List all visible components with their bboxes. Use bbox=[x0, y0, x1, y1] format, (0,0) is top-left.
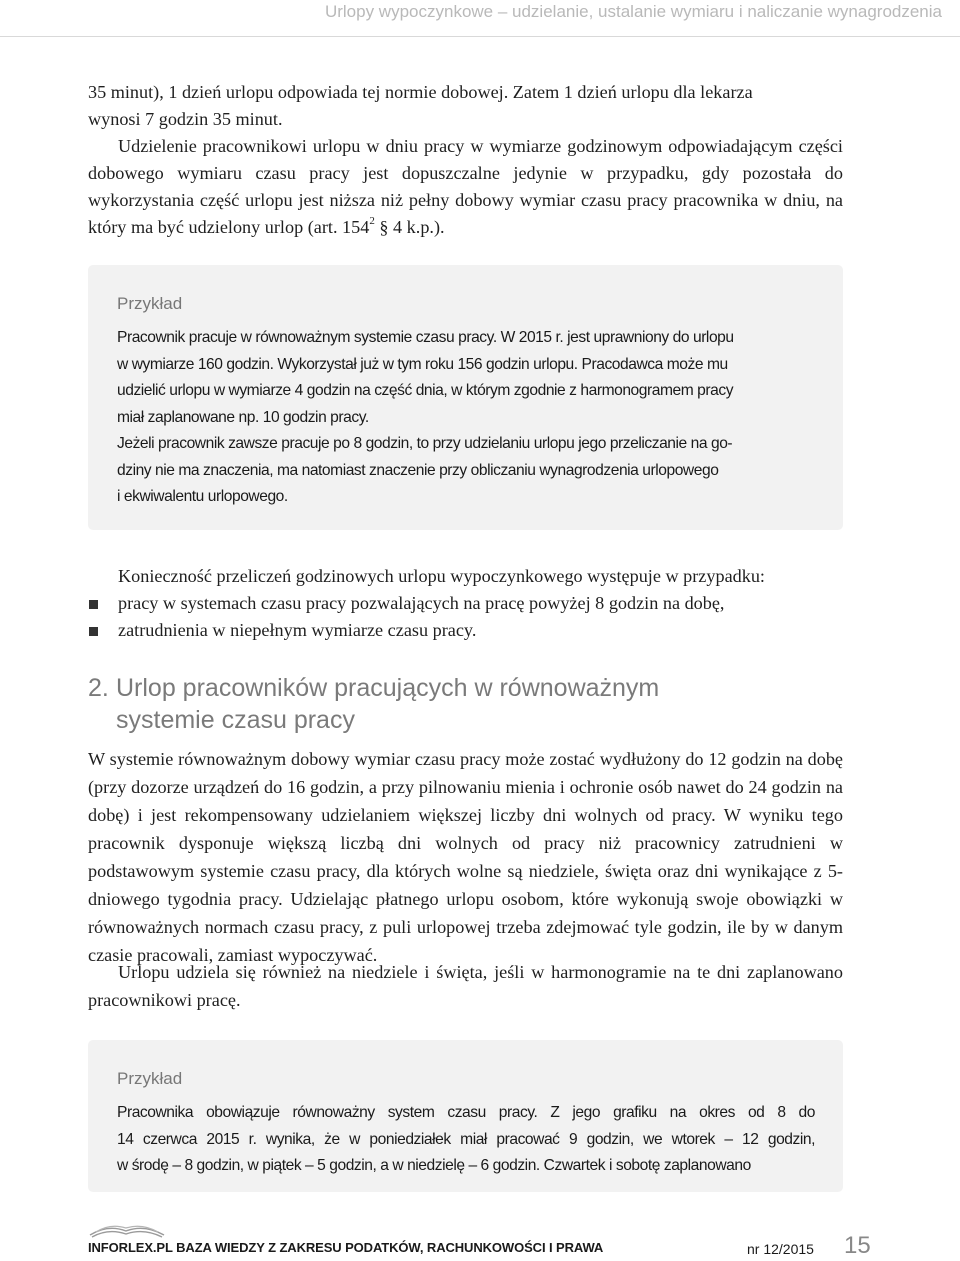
section-2-paragraph-2 bbox=[88, 958, 843, 1014]
intro-p2-text: Udzielenie pracownikowi urlopu w dniu pracy w wymiarze godzinowym odpowiadającym części dobowego wymiaru czasu pracy jest dopuszczalne jedynie w przypadku, gdy pozostała do wykorzystania część urlopu jest niższa niż pełny dobowy wymiar czasu pracy pracownika w dniu, na który ma być udzielony urlop (art. 154 bbox=[88, 136, 843, 237]
section-heading bbox=[88, 672, 828, 736]
page-number: 15 bbox=[844, 1232, 871, 1259]
section-2-paragraph-1 bbox=[88, 745, 843, 969]
section-2-p1-text: W systemie równoważnym dobowy wymiar czasu pracy może zostać wydłużony do 12 godzin na dobę (przy dozorze urządzeń do 16 godzin, a przy pilnowaniu mienia i ochronie osób nawet do 24 godzin na dobę) i jest rekompensowany udzielaniem większej liczby dni wolnych od pracy. W wyniku tego pracownik dysponuje większą liczbą dni wolnych od pracy niż pracownicy zatrudnieni w podstawowym systemie czasu pracy, dla których wolne są niedziele, święta oraz dni wynikające z 5-dniowego tygodnia pracy. Udzielając płatnego urlopu osobom, które wykonują swoje obowiązki w równoważnych normach czasu pracy, z puli urlopowej trzeba zdejmować tyle godzin, ile by w danym czasie pracowali, zamiast wypoczywać. bbox=[88, 749, 843, 965]
footer-issue-number: nr 12/2015 bbox=[747, 1241, 814, 1257]
page-header bbox=[0, 0, 960, 37]
example-1-title: Przykład bbox=[117, 294, 183, 313]
example-2-line-1: Pracownika obowiązuje równoważny system czasu pracy. Z jego grafiku na okres od 8 do bbox=[117, 1104, 815, 1121]
section-2-p2-text: Urlopu udziela się również na niedziele i święta, jeśli w harmonogramie na te dni zaplanowano pracownikowi pracę. bbox=[88, 962, 843, 1010]
running-header-title: Urlopy wypoczynkowe – udzielanie, ustalanie wymiaru i naliczanie wynagrodzenia bbox=[324, 2, 942, 21]
section-title-line-1: Urlop pracowników pracujących w równoważnym bbox=[116, 674, 660, 702]
example-1-line-2: w wymiarze 160 godzin. Wykorzystał już w tym roku 156 godzin urlopu. Pracodawca może mu bbox=[117, 355, 728, 373]
footer-publication-name: INFORLEX.PL BAZA WIEDZY Z ZAKRESU PODATKÓW, RACHUNKOWOŚCI I PRAWA bbox=[88, 1240, 604, 1255]
intro-p1-line2: wynosi 7 godzin 35 minut. bbox=[88, 109, 283, 129]
intro-paragraph-2 bbox=[88, 133, 843, 241]
list-item-text: zatrudnienia w niepełnym wymiarze czasu pracy. bbox=[118, 620, 477, 640]
intro-p2-end: § 4 k.p.). bbox=[374, 217, 445, 237]
list-item bbox=[88, 617, 724, 644]
example-1-line-7: i ekwiwalentu urlopowego. bbox=[117, 488, 288, 505]
list-item-text: pracy w systemach czasu pracy pozwalających na pracę powyżej 8 godzin na dobę, bbox=[118, 593, 725, 613]
list-intro: Konieczność przeliczeń godzinowych urlopu wypoczynkowego występuje w przypadku: bbox=[118, 566, 765, 586]
square-bullet-icon bbox=[89, 627, 98, 636]
section-title-line-2: systemie czasu pracy bbox=[116, 706, 355, 734]
example-2-line-3: w środę – 8 godzin, w piątek – 5 godzin, a w niedzielę – 6 godzin. Czwartek i sobotę zaplanowano bbox=[117, 1157, 751, 1174]
example-1-line-3: udzielić urlopu w wymiarze 4 godzin na część dnia, w którym zgodnie z harmonogramem pracy bbox=[117, 382, 734, 399]
square-bullet-icon bbox=[89, 600, 98, 609]
intro-p2-superscript: 2 bbox=[369, 214, 375, 227]
intro-paragraph-1 bbox=[88, 79, 843, 133]
example-box-2 bbox=[88, 1040, 843, 1192]
example-1-line-6: dziny nie ma znaczenia, ma natomiast znaczenie przy obliczaniu wynagrodzenia urlopowego bbox=[117, 461, 719, 479]
intro-p1-line1: 35 minut), 1 dzień urlopu odpowiada tej normie dobowej. Zatem 1 dzień urlopu dla lekarza bbox=[88, 82, 753, 102]
example-2-title: Przykład bbox=[117, 1069, 183, 1088]
example-1-line-4: miał zaplanowane np. 10 godzin pracy. bbox=[117, 408, 369, 426]
bullet-list bbox=[88, 590, 724, 644]
example-1-line-1: Pracownik pracuje w równoważnym systemie czasu pracy. W 2015 r. jest uprawniony do urlopu bbox=[117, 329, 734, 346]
example-1-line-5: Jeżeli pracownik zawsze pracuje po 8 godzin, to przy udzielaniu urlopu jego przeliczanie na go- bbox=[117, 435, 733, 452]
list-item bbox=[88, 590, 724, 617]
section-number: 2. bbox=[88, 674, 109, 702]
example-2-line-2: 14 czerwca 2015 r. wynika, że w poniedziałek miał pracować 9 godzin, we wtorek – 12 godzin, bbox=[117, 1130, 815, 1148]
example-box-1 bbox=[88, 265, 843, 530]
